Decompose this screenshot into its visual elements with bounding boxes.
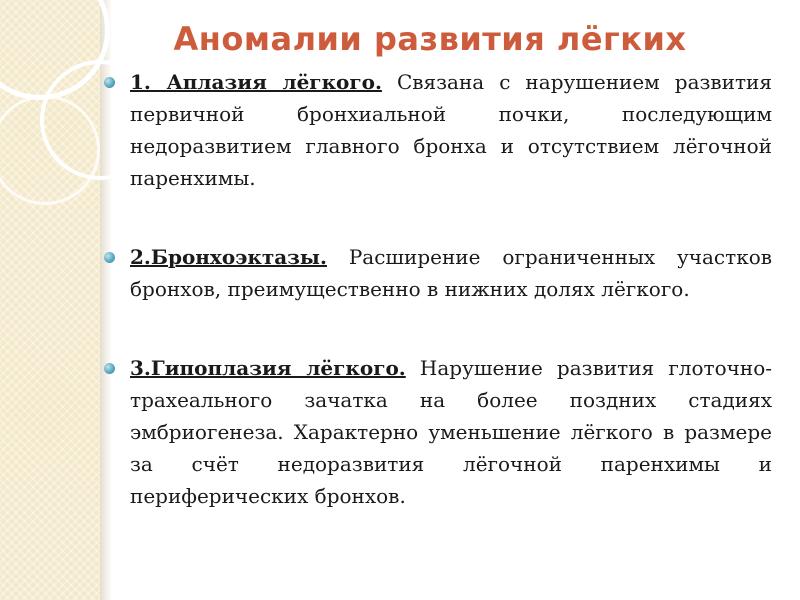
slide-title: Аномалии развития лёгких <box>173 20 687 58</box>
item-text: Связана с нарушением развития первичной бронхиальной почки, последующим недоразвитием главного бронха и отсутствием лёгочной паренхимы. <box>130 70 772 190</box>
item-term: 1. Аплазия лёгкого. <box>130 70 382 94</box>
list-item-bronchiectasis <box>104 241 772 305</box>
bullet-icon <box>104 363 115 374</box>
bullet-icon <box>104 252 115 263</box>
list-item-aplasia <box>104 66 772 194</box>
item-text: Расширение ограниченных участков бронхов, преимущественно в нижних долях лёгкого. <box>130 245 772 301</box>
list-item-hypoplasia <box>104 352 772 512</box>
item-term: 2.Бронхоэктазы. <box>130 245 327 269</box>
item-text: Нарушение развития глоточно-трахеального зачатка на более поздних стадиях эмбриогенеза. Характерно уменьшение лёгкого в размере за счёт недоразвития лёгочной паренхимы и периферических бронхов. <box>130 356 772 508</box>
bullet-icon <box>104 77 115 88</box>
bullet-list <box>104 66 772 512</box>
item-term: 3.Гипоплазия лёгкого. <box>130 356 406 380</box>
